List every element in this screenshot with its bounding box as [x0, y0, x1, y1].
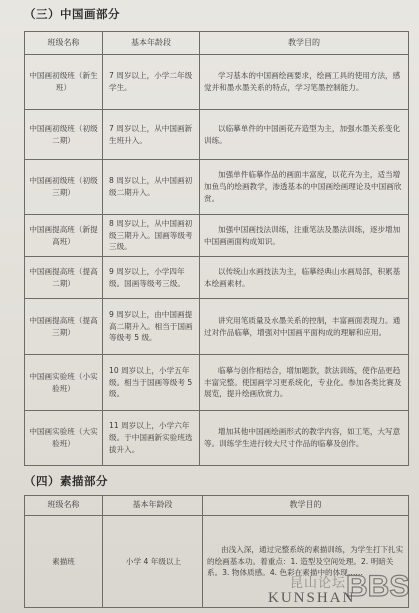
table-row — [25, 355, 409, 411]
goal-cell: 由浅入深，通过完整系统的素描训练，为学生打下扎实的绘画基本功。着重点：1. 造型及空间处理。2. 明暗关系。3. 物体质感。4. 色彩在素描中的体现…… — [203, 516, 409, 608]
header-class-name: 班级名称 — [25, 496, 103, 516]
table-row — [25, 411, 409, 466]
watermark-english-text: KUNSHAN — [268, 590, 356, 606]
class-name-cell: 中国画初级班（新生班） — [25, 55, 103, 110]
header-age-range: 基本年龄段 — [103, 32, 200, 55]
section-title-chinese-painting: （三）中国画部分 — [24, 7, 120, 21]
section-title-sketch: （四）素描部分 — [24, 474, 108, 488]
goal-cell: 学习基本的中国画绘画要求，绘画工具的使用方法，感觉并和墨水墨关系的特点，学习笔墨控制能力。 — [200, 55, 409, 110]
table-row — [25, 110, 409, 160]
table-row — [25, 215, 409, 257]
chinese-painting-table — [24, 31, 409, 466]
age-cell: 7 周岁以上，从中国画新生班升入。 — [103, 110, 200, 160]
age-cell: 9 周岁以上，由中国画提高二期升入。相当于国画等级考 5 级。 — [103, 299, 200, 355]
class-name-cell: 中国画实验班（大实验班） — [25, 411, 103, 466]
class-name-cell: 中国画初级班（初级二期） — [25, 110, 103, 160]
goal-cell: 临摹与创作相结合，增加题款，款法训练，使作品更趋丰富完整。使国画学习更系统化，专业化。参加各类比赛及展览，提升绘画欣赏力。 — [200, 355, 409, 411]
watermark-chinese-text: 昆山论坛 — [290, 576, 347, 591]
header-class-name: 班级名称 — [25, 32, 103, 55]
table-header-row — [25, 32, 409, 55]
age-cell: 小学 4 年级以上 — [103, 516, 203, 608]
goal-cell: 增加其他中国画绘画形式的教学内容，如工笔，大写意等。训练学生进行较大尺寸作品的临摹及创作。 — [200, 411, 409, 466]
table-row — [25, 55, 409, 110]
class-name-cell: 中国画实验班（小实验班） — [25, 355, 103, 411]
header-teaching-goal: 教学目的 — [203, 496, 409, 516]
table-row — [25, 160, 409, 215]
age-cell: 7 周岁以上，小学二年级学生。 — [103, 55, 200, 110]
age-cell: 10 周岁以上，小学五年级。相当于国画等级考 5 级。 — [103, 355, 200, 411]
age-cell: 8 周岁以上，从中国画初级二期升入。 — [103, 160, 200, 215]
forum-watermark — [268, 572, 416, 610]
goal-cell: 加强中国画技法训练，注重笔法及墨法训练，逐步增加中国画画面构成知识。 — [200, 215, 409, 257]
class-name-cell: 中国画初级班（初级三期） — [25, 160, 103, 215]
goal-cell: 加强单件临摹作品的画面丰富度，以花卉为主，适当增加鱼鸟的绘画教学，渗透基本的中国画绘画理论及中国画欣赏。 — [200, 160, 409, 215]
goal-cell: 以临摹单件的中国画花卉造型为主，加强水墨关系变化训练。 — [200, 110, 409, 160]
class-name-cell: 中国画提高班（新提高班） — [25, 215, 103, 257]
age-cell: 11 周岁以上，小学六年级。于中国画新实验班选拔升入。 — [103, 411, 200, 466]
table-header-row — [25, 496, 409, 516]
goal-cell: 以传统山水画技法为主，临摹经典山水画局部，积累基本绘画素材。 — [200, 257, 409, 299]
table-row — [25, 257, 409, 299]
header-age-range: 基本年龄段 — [103, 496, 203, 516]
class-name-cell: 中国画提高班（提高三期） — [25, 299, 103, 355]
table-row — [25, 299, 409, 355]
goal-cell: 讲究用笔质量及水墨关系的控制，丰富画面表现力。通过对作品临摹，增强对中国画平面构成的理解和应用。 — [200, 299, 409, 355]
class-name-cell: 中国画提高班（提高二期） — [25, 257, 103, 299]
age-cell: 9 周岁以上，小学四年级。国画等级考三级。 — [103, 257, 200, 299]
age-cell: 8 周岁以上，从中国画初级三期升入。国画等级考三级。 — [103, 215, 200, 257]
watermark-bbs-text: BBS — [346, 570, 410, 603]
header-teaching-goal: 教学目的 — [200, 32, 409, 55]
class-name-cell: 素描班 — [25, 516, 103, 608]
